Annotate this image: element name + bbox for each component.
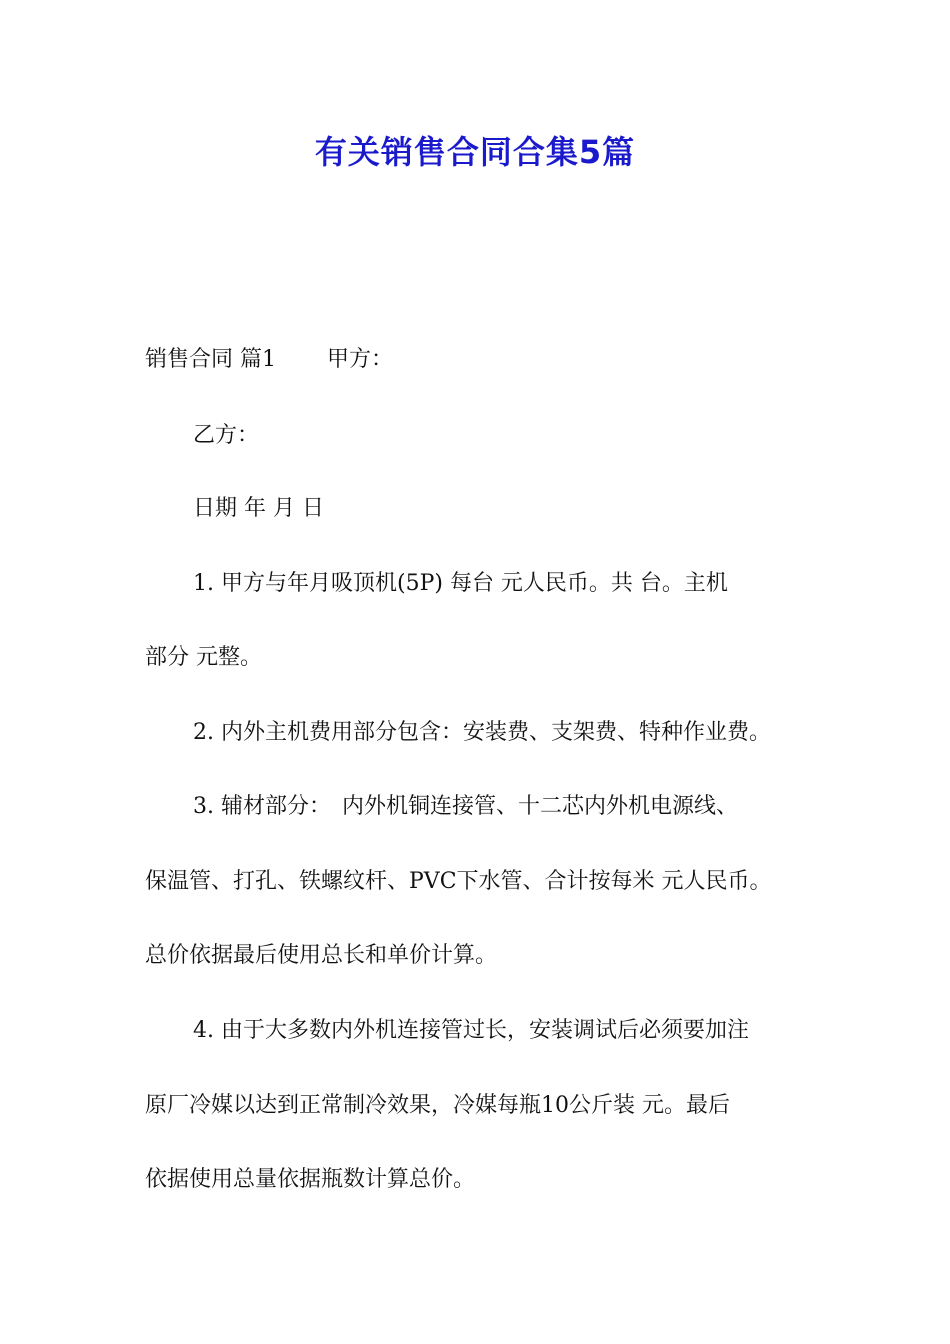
document-title: 有关销售合同合集5篇 [314,133,636,171]
paragraph-line: 日期 年 月 日 [193,496,324,521]
paragraph-line: 依据使用总量依据瓶数计算总价。 [145,1167,476,1192]
paragraph-line: 乙方： [193,423,260,448]
paragraph-line: 3. 辅材部分： 内外机铜连接管、十二芯内外机电源线、 [193,794,738,819]
paragraph-line: 总价依据最后使用总长和单价计算。 [145,943,498,968]
paragraph-line: 原厂冷媒以达到正常制冷效果，冷媒每瓶10公斤装 元。最后 [145,1093,730,1118]
paragraph-line: 4. 由于大多数内外机连接管过长，安装调试后必须要加注 [193,1018,749,1043]
paragraph-line: 部分 元整。 [145,645,262,670]
paragraph-line: 销售合同 篇1 甲方： [145,347,393,372]
paragraph-line: 1. 甲方与年月吸顶机(5P) 每台 元人民币。共 台。主机 [193,571,728,596]
paragraph-line: 保温管、打孔、铁螺纹杆、PVC下水管、合计按每米 元人民币。 [145,869,772,894]
paragraph-line: 2. 内外主机费用部分包含：安装费、支架费、特种作业费。 [193,720,771,745]
